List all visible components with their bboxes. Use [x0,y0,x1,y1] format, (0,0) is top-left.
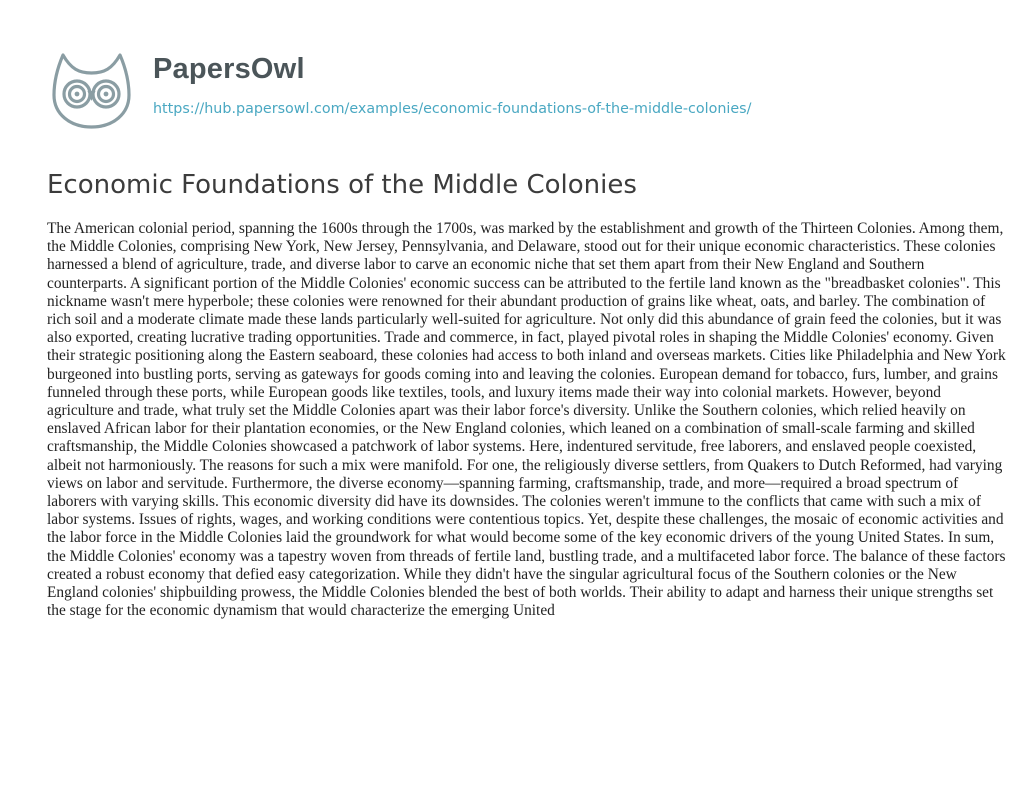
site-header [47,43,987,143]
brand-name[interactable]: PapersOwl [153,53,305,85]
article-body: The American colonial period, spanning the 1600s through the 1700s, was marked by the establishment and growth of the Thirteen Colonies. Among them, the Middle Colonies, comprising New York, New Jersey, Pennsylvania, and Delaware, stood out for their unique economic characteristics. These colonies harnessed a blend of agriculture, trade, and diverse labor to carve an economic niche that set them apart from their New England and Southern counterparts. A significant portion of the Middle Colonies' economic success can be attributed to the fertile land known as the "breadbasket colonies". This nickname wasn't mere hyperbole; these colonies were renowned for their abundant production of grains like wheat, oats, and barley. The combination of rich soil and a moderate climate made these lands particularly well-suited for agriculture. Not only did this abundance of grain feed the colonies, but it was also exported, creating lucrative trading opportunities. Trade and commerce, in fact, played pivotal roles in shaping the Middle Colonies' economy. Given their strategic positioning along the Eastern seaboard, these colonies had access to both inland and overseas markets. Cities like Philadelphia and New York burgeoned into bustling ports, serving as gateways for goods coming into and leaving the colonies. European demand for tobacco, furs, lumber, and grains funneled through these ports, while European goods like textiles, tools, and luxury items made their way into colonial markets. However, beyond agriculture and trade, what truly set the Middle Colonies apart was their labor force's diversity. Unlike the Southern colonies, which relied heavily on enslaved African labor for their plantation economies, or the New England colonies, which leaned on a combination of small-scale farming and skilled craftsmanship, the Middle Colonies showcased a patchwork of labor systems. Here, indentured servitude, free laborers, and enslaved people coexisted, albeit not harmoniously. The reasons for such a mix were manifold. For one, the religiously diverse settlers, from Quakers to Dutch Reformed, had varying views on labor and servitude. Furthermore, the diverse economy—spanning farming, craftsmanship, trade, and more—required a broad spectrum of laborers with varying skills. This economic diversity did have its downsides. The colonies weren't immune to the conflicts that came with such a mix of labor systems. Issues of rights, wages, and working conditions were contentious topics. Yet, despite these challenges, the mosaic of economic activities and the labor force in the Middle Colonies laid the groundwork for what would become some of the key economic drivers of the young United States. In sum, the Middle Colonies' economy was a tapestry woven from threads of fertile land, bustling trade, and a multifaceted labor force. The balance of these factors created a robust economy that defied easy categorization. While they didn't have the singular agricultural focus of the Southern colonies or the New England colonies' shipbuilding prowess, the Middle Colonies blended the best of both worlds. Their ability to adapt and harness their unique strengths set the stage for the economic dynamism that would characterize the emerging United [47,220,1006,620]
owl-logo-icon[interactable] [47,43,136,132]
article-url-link[interactable]: https://hub.papersowl.com/examples/economic-foundations-of-the-middle-colonies/ [153,101,752,117]
article-title: Economic Foundations of the Middle Colonies [47,170,637,200]
